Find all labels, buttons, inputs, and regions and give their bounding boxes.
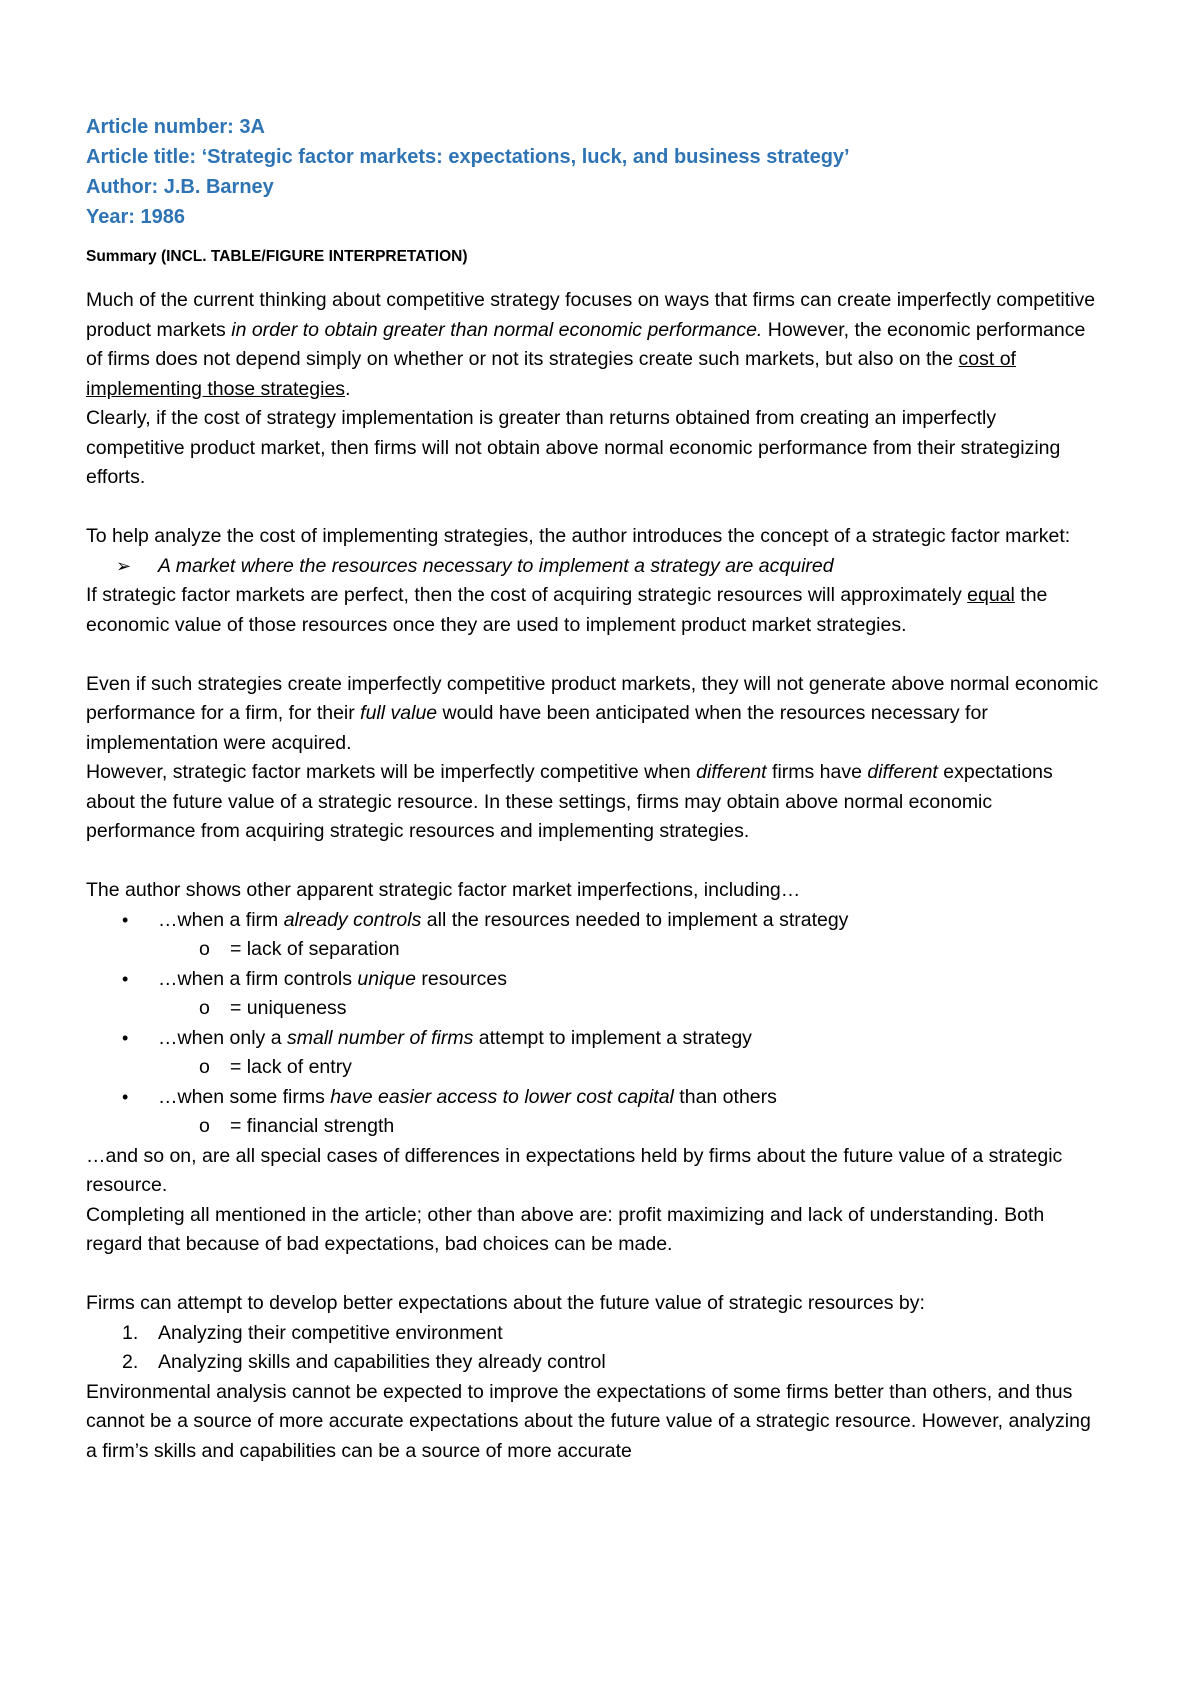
- text-run: Even if such strategies create imperfectly competitive product markets, they will not generate above normal economic performance for a firm, for their: [86, 672, 1099, 724]
- list-item: [86, 965, 1100, 995]
- list-item-text: Analyzing skills and capabilities they already control: [158, 1351, 606, 1373]
- text-run: If strategic factor markets are perfect, then the cost of acquiring strategic resources will approximately: [86, 584, 968, 606]
- italic-run: different: [696, 761, 767, 783]
- list-number: 2.: [122, 1351, 139, 1373]
- list-item: [86, 906, 1100, 936]
- list-item: [86, 1024, 1100, 1054]
- paragraph-completing: Completing all mentioned in the article; other than above are: profit maximizing and lack of understanding. Both regard that because of bad expectations, bad choices can be made.: [86, 1203, 1045, 1255]
- list-item: [86, 1319, 1100, 1349]
- list-item-text: Analyzing their competitive environment: [158, 1321, 503, 1344]
- paragraph-factor-market: To help analyze the cost of implementing strategies, the author introduces the concept of a strategic factor market:: [86, 525, 1071, 547]
- text-run: would have been anticipated when the resources necessary for implementation were acquired.: [86, 702, 988, 754]
- paragraph-intro: [86, 286, 1100, 404]
- sub-item-text: = uniqueness: [230, 997, 347, 1019]
- circle-bullet-icon: o: [199, 938, 210, 960]
- text-run: expectations about the future value of a strategic resource. In these settings, firms may obtain above normal economic performance from acquiring strategic resources and implementing strategies.: [86, 761, 1053, 842]
- article-header: [86, 112, 1100, 232]
- list-item: [86, 1348, 1100, 1378]
- italic-run: different: [867, 761, 938, 783]
- text-run: However, strategic factor markets will be imperfectly competitive when: [86, 761, 697, 783]
- italic-run: unique: [357, 967, 416, 990]
- bullet-icon: •: [122, 909, 129, 930]
- text-run: Much of the current thinking about competitive strategy focuses on ways that firms can create imperfectly competitive product markets: [86, 289, 1096, 341]
- text-run: resources: [415, 967, 508, 990]
- text-run: .: [345, 377, 351, 400]
- arrow-item-text: A market where the resources necessary to implement a strategy are acquired: [158, 554, 834, 577]
- bullet-icon: •: [122, 1027, 129, 1048]
- paragraph-better-expectations: Firms can attempt to develop better expectations about the future value of strategic resources by:: [86, 1292, 925, 1314]
- sub-item-text: = lack of separation: [230, 938, 400, 960]
- text-run: firms have: [766, 761, 868, 783]
- paragraph-different-expectations: [86, 758, 1100, 847]
- article-title: Article title: ‘Strategic factor markets: expectations, luck, and business strategy’: [86, 146, 850, 168]
- paragraph-cost: Clearly, if the cost of strategy implementation is greater than returns obtained from creating an imperfectly competitive product market, then firms will not obtain above normal economic performance from their strategizing efforts.: [86, 407, 1061, 488]
- circle-bullet-icon: o: [199, 997, 210, 1019]
- paragraph-full-value: [86, 670, 1100, 759]
- text-run: However, the economic performance of firms does not depend simply on whether or not its strategies create such markets, but also on the: [86, 318, 1086, 370]
- sub-item-text: = lack of entry: [230, 1056, 352, 1078]
- circle-bullet-icon: o: [199, 1056, 210, 1078]
- underlined-run: equal: [967, 584, 1015, 606]
- italic-run: already controls: [283, 908, 422, 931]
- text-run: the economic value of those resources once they are used to implement product market strategies.: [86, 584, 1048, 636]
- text-run: attempt to implement a strategy: [473, 1026, 752, 1049]
- bullet-icon: •: [122, 968, 129, 989]
- imperfections-list: [86, 906, 1100, 1142]
- summary-heading: Summary (INCL. TABLE/FIGURE INTERPRETATION): [86, 248, 468, 265]
- bullet-icon: •: [122, 1086, 129, 1107]
- text-run: …when only a: [158, 1026, 287, 1049]
- text-run: …when a firm controls: [158, 967, 358, 990]
- sub-list-item: [86, 1112, 1100, 1142]
- sub-item-text: = financial strength: [230, 1115, 395, 1137]
- article-author: Author: J.B. Barney: [86, 176, 274, 198]
- italic-run: have easier access to lower cost capital: [330, 1085, 674, 1108]
- italic-run: small number of firms: [287, 1026, 474, 1049]
- article-number: Article number: 3A: [86, 116, 265, 138]
- sub-list-item: [86, 935, 1100, 965]
- text-run: than others: [673, 1085, 777, 1108]
- article-year: Year: 1986: [86, 206, 185, 228]
- list-item: [86, 1083, 1100, 1113]
- list-number: 1.: [122, 1321, 139, 1344]
- circle-bullet-icon: o: [199, 1115, 210, 1137]
- italic-run: full value: [360, 702, 438, 724]
- arrow-bullet-icon: ➢: [116, 555, 132, 576]
- text-run: …when some firms: [158, 1085, 331, 1108]
- numbered-list: [86, 1319, 1100, 1378]
- paragraph-perfect-markets: [86, 581, 1100, 640]
- paragraph-environmental-analysis: Environmental analysis cannot be expected to improve the expectations of some firms better than others, and thus cannot be a source of more accurate expectations about the future value of a strategic resource. However, analyzing a firm’s skills and capabilities can be a source of more accurate: [86, 1380, 1091, 1462]
- text-run: all the resources needed to implement a strategy: [421, 908, 849, 931]
- paragraph-special-cases: …and so on, are all special cases of differences in expectations held by firms about the future value of a strategic resource.: [86, 1144, 1063, 1196]
- sub-list-item: [86, 994, 1100, 1024]
- paragraph-imperfections-intro: The author shows other apparent strategic factor market imperfections, including…: [86, 879, 801, 901]
- underlined-run: cost of implementing those strategies: [86, 348, 1016, 400]
- sub-list-item: [86, 1053, 1100, 1083]
- italic-run: in order to obtain greater than normal economic performance.: [231, 318, 763, 341]
- text-run: …when a firm: [158, 908, 284, 931]
- arrow-list-item: [86, 552, 1100, 582]
